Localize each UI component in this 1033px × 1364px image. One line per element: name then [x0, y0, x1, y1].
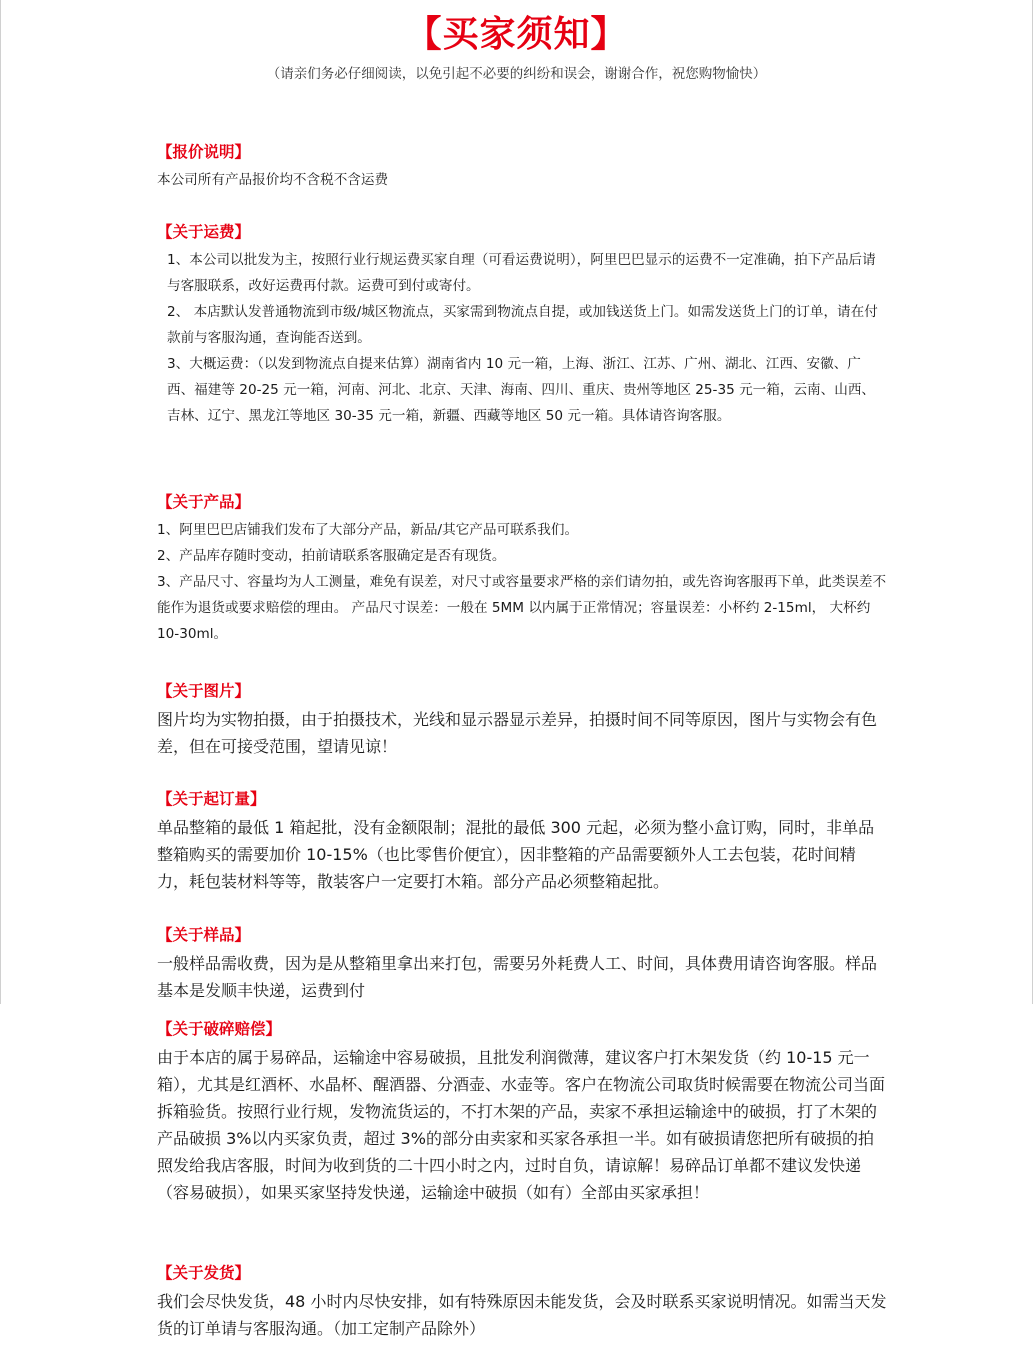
section-price	[157, 141, 887, 193]
section-heading: 【关于图片】	[157, 682, 251, 700]
section-heading: 【关于破碎赔偿】	[157, 1020, 282, 1038]
section-heading: 【关于起订量】	[157, 790, 266, 808]
paragraph: 图片均为实物拍摄，由于拍摄技术，光线和显示器显示差异，拍摄时间不同等原因，图片与实物会有色差，但在可接受范围，望请见谅！	[157, 710, 878, 756]
section-heading: 【关于发货】	[157, 1264, 251, 1282]
section-product	[157, 491, 887, 647]
section-sample	[157, 924, 887, 1004]
paragraph: 一般样品需收费，因为是从整箱里拿出来打包，需要另外耗费人工、时间，具体费用请咨询客服。样品基本是发顺丰快递，运费到付	[157, 954, 878, 1000]
section-heading: 【关于运费】	[157, 223, 251, 241]
paragraph: 3、产品尺寸、容量均为人工测量，难免有误差，对尺寸或容量要求严格的亲们请勿拍，或先咨询客服再下单，此类误差不能作为退货或要求赔偿的理由。 产品尺寸误差：一般在 5MM 以内属于正常情况；容量误差：小杯约 2-15ml， 大杯约 10-30ml。	[157, 574, 887, 642]
section-shipping	[157, 221, 887, 429]
section-delivery	[157, 1262, 887, 1342]
paragraph: 1、本公司以批发为主，按照行业行规运费买家自理（可看运费说明），阿里巴巴显示的运费不一定准确，拍下产品后请与客服联系，改好运费再付款。运费可到付或寄付。	[167, 252, 876, 294]
left-border	[0, 0, 1, 1004]
paragraph: 本公司所有产品报价均不含税不含运费	[157, 172, 389, 188]
section-moq	[157, 788, 887, 895]
page-subtitle: （请亲们务必仔细阅读，以免引起不必要的纠纷和误会，谢谢合作，祝您购物愉快）	[266, 66, 767, 82]
section-heading: 【关于产品】	[157, 493, 251, 511]
paragraph: 由于本店的属于易碎品，运输途中容易破损，且批发利润微薄，建议客户打木架发货（约 10-15 元一箱），尤其是红酒杯、水晶杯、醒酒器、分酒壶、水壶等。客户在物流公司取货时候需要在物流公司当面拆箱验货。按照行业行规，发物流货运的，不打木架的产品，卖家不承担运输途中的破损，打了木架的产品破损 3%以内买家负责，超过 3%的部分由卖家和买家各承担一半。如有破损请您把所有破损的拍照发给我店客服，时间为收到货的二十四小时之内，过时自负，请谅解！易碎品订单都不建议发快递（容易破损），如果买家坚持发快递，运输途中破损（如有）全部由买家承担！	[157, 1048, 886, 1202]
section-heading: 【关于样品】	[157, 926, 251, 944]
paragraph: 我们会尽快发货，48 小时内尽快安排，如有特殊原因未能发货，会及时联系买家说明情况。如需当天发货的订单请与客服沟通。（加工定制产品除外）	[157, 1292, 887, 1338]
paragraph: 2、 本店默认发普通物流到市级/城区物流点，买家需到物流点自提，或加钱送货上门。如需发送货上门的订单，请在付款前与客服沟通，查询能否送到。	[167, 304, 878, 346]
paragraph: 2、产品库存随时变动，拍前请联系客服确定是否有现货。	[157, 548, 506, 564]
paragraph: 3、大概运费：（以发到物流点自提来估算）湖南省内 10 元一箱，上海、浙江、江苏、广州、湖北、江西、安徽、广西、福建等 20-25 元一箱，河南、河北、北京、天津、海南、四川、重庆、贵州等地区 25-35 元一箱，云南、山西、吉林、辽宁、黑龙江等地区 30-35 元一箱，新疆、西藏等地区 50 元一箱。具体请咨询客服。	[167, 356, 875, 424]
paragraph: 单品整箱的最低 1 箱起批，没有金额限制；混批的最低 300 元起，必须为整小盒订购，同时，非单品整箱购买的需要加价 10-15%（也比零售价便宜），因非整箱的产品需要额外人工去包装，花时间精力，耗包装材料等等，散装客户一定要打木箱。部分产品必须整箱起批。	[157, 818, 875, 891]
page-title: 【买家须知】	[405, 14, 628, 55]
section-images	[157, 680, 887, 760]
paragraph: 1、阿里巴巴店铺我们发布了大部分产品，新品/其它产品可联系我们。	[157, 522, 579, 538]
section-damage	[157, 1018, 887, 1206]
section-heading: 【报价说明】	[157, 143, 251, 161]
